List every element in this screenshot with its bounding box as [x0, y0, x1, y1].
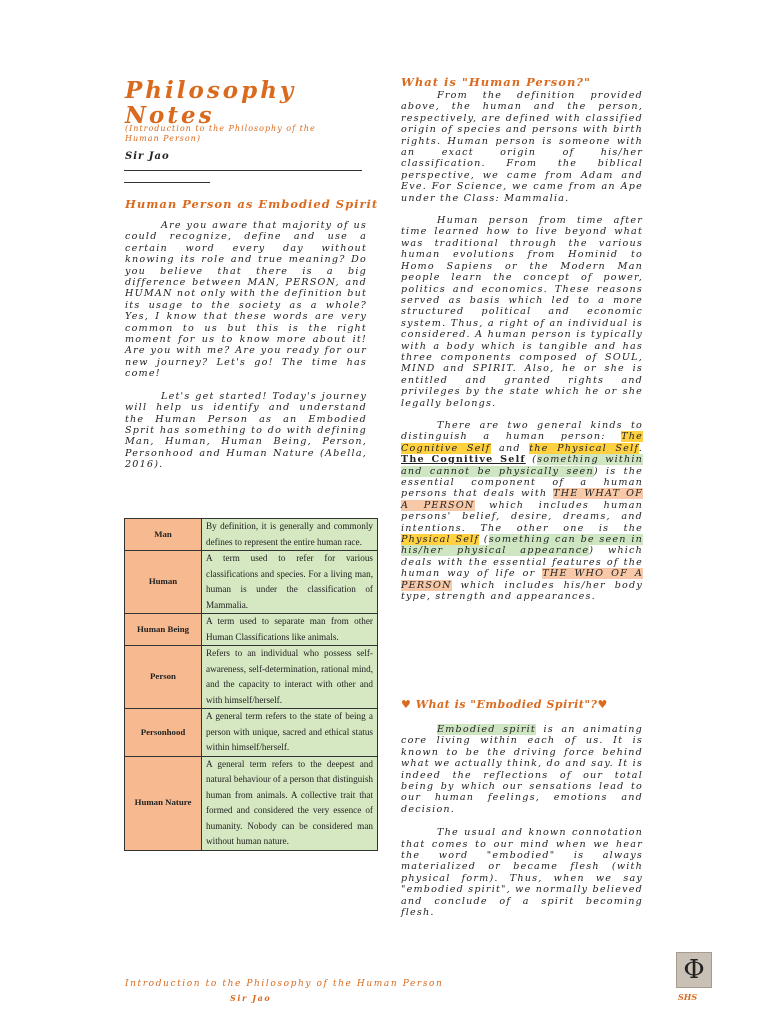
- definition-cell: A term used to refer for various classifications and species. For a living man, human is under the classification of Mammalia.: [202, 551, 378, 614]
- right-body-2: [401, 724, 643, 919]
- footer-school: SHS: [678, 992, 698, 1002]
- right-para-3: There are two general kinds to distinguish a human person: The Cognitive Self and the Physical Self. The Cognitive Self (something within and cannot be physically seen) is the essential component of a human persons that deals with THE WHAT OF A PERSON which includes human persons' belief, desire, dreams, and intentions. The other one is the Physical Self (something can be seen in his/her physical appearance) which deals with the essential features of the human way of life or THE WHO OF A PERSON which includes his/her body type, strength and appearances.: [401, 419, 644, 603]
- term-cell: Human: [125, 551, 202, 614]
- term-cell: Human Being: [125, 614, 202, 646]
- subtitle: (Introduction to the Philosophy of the Human Person): [125, 124, 316, 143]
- title-line1: Philosophy: [125, 77, 297, 104]
- term-cell: Human Nature: [125, 756, 202, 850]
- divider: [124, 170, 362, 171]
- right-para-4: Embodied spirit is an animating core living within each of us. It is known to be the driving force behind what we actually think, do and say. It is indeed the reflections of our total being by which our sensations lead to our human feelings, emotions and decision.: [401, 724, 643, 815]
- definition-cell: A term used to separate man from other Human Classifications like animals.: [202, 614, 378, 646]
- table-row: [125, 646, 378, 709]
- right-para-1: From the definition provided above, the human and the person, respectively, are defined with classified origin of species and persons with birth rights. Human person is someone with an exact origin of his/her classification. From the biblical perspective, we came from Adam and Eve. For Science, we came from an Ape under the Class: Mammalia.: [401, 90, 643, 204]
- table-row: [125, 614, 378, 646]
- table-row: [125, 756, 378, 850]
- school-logo-icon: Φ: [676, 952, 712, 988]
- table-row: [125, 551, 378, 614]
- page-title: [125, 78, 296, 128]
- definition-cell: By definition, it is generally and commonly defines to represent the entire human race.: [202, 519, 378, 551]
- table-row: [125, 709, 378, 757]
- footer-author: Sir Jao: [230, 993, 272, 1003]
- definitions-table: [124, 518, 378, 851]
- table-row: [125, 519, 378, 551]
- definition-cell: Refers to an individual who possess self-awareness, self-determination, rational mind, and the capacity to interact with other and with himself/herself.: [202, 646, 378, 709]
- term-cell: Personhood: [125, 709, 202, 757]
- left-para-2: Let's get started! Today's journey will help us identify and understand the Human Person as an Embodied Sprit has something to do with defining Man, Human, Human Being, Person, Personhood and Human Nature (Abella, 2016).: [125, 390, 367, 471]
- author: Sir Jao: [125, 151, 170, 162]
- term-cell: Man: [125, 519, 202, 551]
- title-line2: Notes: [125, 102, 215, 129]
- right-body: [401, 90, 643, 602]
- right-para-2: Human person from time after time learned how to live beyond what was traditional through the various human evolutions from Hominid to Homo Sapiens or the Modern Man people learn the concept of power, politics and economics. These reasons served as basis which led to a more structured political and economic system. Thus, a right of an individual is considered. A human person is typically with a body which is tangible and has three components composed of SOUL, MIND and SPIRIT. Also, he or she is entitled and granted rights and privileges by the state which he or she legally belongs.: [401, 215, 643, 409]
- section-heading-right: What is "Human Person?": [401, 75, 592, 89]
- definition-cell: A general term refers to the state of being a person with unique, sacred and ethical status within himself/herself.: [202, 709, 378, 757]
- left-para-1: Are you aware that majority of us could recognize, define and use a certain word every day without knowing its role and true meaning? Do you believe that there is a big difference between MAN, PERSON, and HUMAN not only with the definition but its usage to the society as a whole? Yes, I know that these words are very common to us but this is the right moment for us to know more about it! Are you with me? Are you ready for our new journey? Let's go! The time has come!: [125, 220, 367, 380]
- divider-short: [124, 182, 210, 183]
- right-para-5: The usual and known connotation that comes to our mind when we hear the word "embodied" is always materialized or became flesh (with physical form). Thus, when we say "embodied spirit", we normally believed and conclude of a spirit becoming flesh.: [401, 827, 643, 919]
- section-heading-embodied: ♥ What is "Embodied Spirit"?♥: [401, 698, 608, 711]
- left-body: [125, 220, 367, 471]
- footer-course: Introduction to the Philosophy of the Human Person: [125, 979, 444, 989]
- section-heading-left: Human Person as Embodied Spirit: [125, 197, 379, 211]
- term-cell: Person: [125, 646, 202, 709]
- definition-cell: A general term refers to the deepest and natural behaviour of a person that distinguish human from animals. A collective trait that formed and considered the very essence of humanity. Nobody can be considered man without human nature.: [202, 756, 378, 850]
